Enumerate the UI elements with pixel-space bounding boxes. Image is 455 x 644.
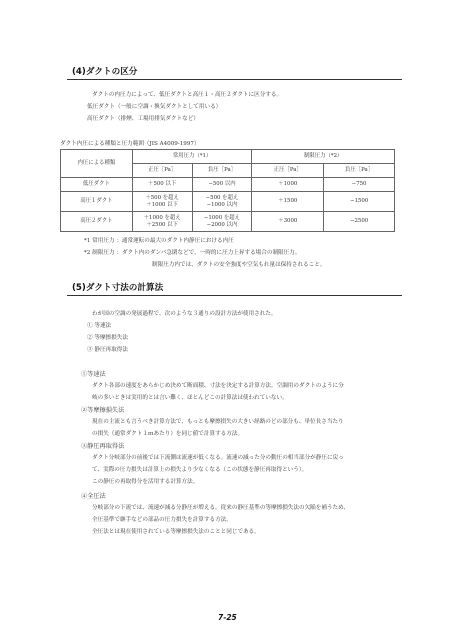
page-number: 7-25 [218,613,237,622]
method-list-item: ② 等摩擦損失法 [87,335,128,341]
cell-limit-positive: ＋1000 [252,178,324,192]
header-positive: 正圧［Pa］ [252,164,324,178]
header-limit-pressure: 制限圧力（*2） [252,150,395,164]
section-5-intro: わが国の空調の発展過程で、次のような３通りの設計方法が使用された。 [92,311,277,317]
cell-normal-positive: ＋1000 を超え ＋2500 以下 [132,212,192,232]
cell-limit-positive: ＋1500 [252,192,324,212]
table-caption: ダクト内圧による種類と圧力範囲（JIS A4009-1997） [60,141,200,147]
header-normal-pressure: 常用圧力（*1） [132,150,252,164]
heading-underline [67,79,402,80]
cell-limit-negative: −750 [324,178,395,192]
cell-limit-negative: −1500 [324,192,395,212]
header-positive: 正圧［Pa］ [132,164,192,178]
cell-normal-negative: −500 を超え −1000 以内 [192,192,252,212]
note-1: *1 常用圧力 ：通常運転の最大のダクト内静圧における内圧 [84,238,234,244]
header-negative: 負圧［Pa］ [192,164,252,178]
header-type: 内圧による種類 [61,150,133,178]
method-list-item: ① 等速法 [87,323,112,329]
method-1-text: ダクト各部の速度をあらかじめ決めて断面積、寸法を決定する計算方法。空調用のダクトのように分 [92,383,344,389]
note-3: 制限圧力内では、ダクトの安全強度や空気もれ量は保持されること。 [152,262,326,268]
method-1-text: 岐の多いときは実用的とは言い難く、ほとんどこの計算法は使われていない。 [92,395,288,401]
method-list-item: ③ 静圧再取得法 [87,347,128,353]
method-3-title: ③静圧再取得法 [81,443,125,450]
method-3-text: て、実際の圧力損失は計算上の損失より少なくなる（この状態を静圧再取得という）。 [92,467,308,473]
table-row [61,212,395,232]
method-3-text: この静圧の再取得分を活用する計算方法。 [92,479,199,485]
cell-normal-positive: ＋500 を超え ＋1000 以下 [132,192,192,212]
heading-underline [67,295,402,296]
section-4-heading: (4)ダクトの区分 [72,67,138,77]
method-4-text: 全圧基準で継手などの部品の圧力損失を計算する方法。 [92,517,232,523]
row-type: 高圧１ダクト [61,192,133,212]
method-2-title: ②等摩擦損失法 [81,407,125,414]
method-3-text: ダクト分岐部分の前後では下流側は流速が低くなる。流速の減った分の動圧の相当部分が静圧に戻っ [92,455,344,461]
table-row [61,192,395,212]
note-2: *2 制限圧力 ：ダクト内のダンパ急閉などで、一時的に圧力上昇する場合の制限圧力。 [84,250,301,256]
high-pressure-desc: 高圧ダクト（排煙、工場用排気ダクトなど） [87,116,199,122]
table-row [61,178,395,192]
cell-normal-negative: −1000 を超え −2000 以内 [192,212,252,232]
method-4-text: 全圧法とは現在使用されている等摩擦損失法のことと同じである。 [92,529,260,535]
cell-limit-negative: −2500 [324,212,395,232]
section-4-intro: ダクトの内圧力によって、低圧ダクトと高圧１・高圧２ダクトに区分する。 [92,92,283,98]
cell-limit-positive: ＋3000 [252,212,324,232]
cell-normal-positive: ＋500 以下 [132,178,192,192]
method-1-title: ①等速法 [81,371,106,378]
section-5-heading: (5)ダクト寸法の計算法 [72,283,164,293]
row-type: 高圧２ダクト [61,212,133,232]
method-4-title: ④全圧法 [81,493,106,500]
low-pressure-desc: 低圧ダクト（一般に空調・換気ダクトとして用いる） [87,104,222,110]
method-2-text: 現在の主流とも言うべき計算方法で、もっとも摩擦損失の大きい経路のどの部分も、単位長さ当たり [92,419,344,425]
pressure-table [60,149,395,232]
row-type: 低圧ダクト [61,178,133,192]
header-negative: 負圧［Pa］ [324,164,395,178]
cell-normal-negative: −500 以内 [192,178,252,192]
method-2-text: の損失（通常ダクト１ｍあたり）を同じ値で計算する方法。 [92,431,244,437]
method-4-text: 分岐部分の下流では、流速が減る分静圧が増える。従来の静圧基準の等摩擦損失法の欠陥を補うため、 [92,505,350,511]
